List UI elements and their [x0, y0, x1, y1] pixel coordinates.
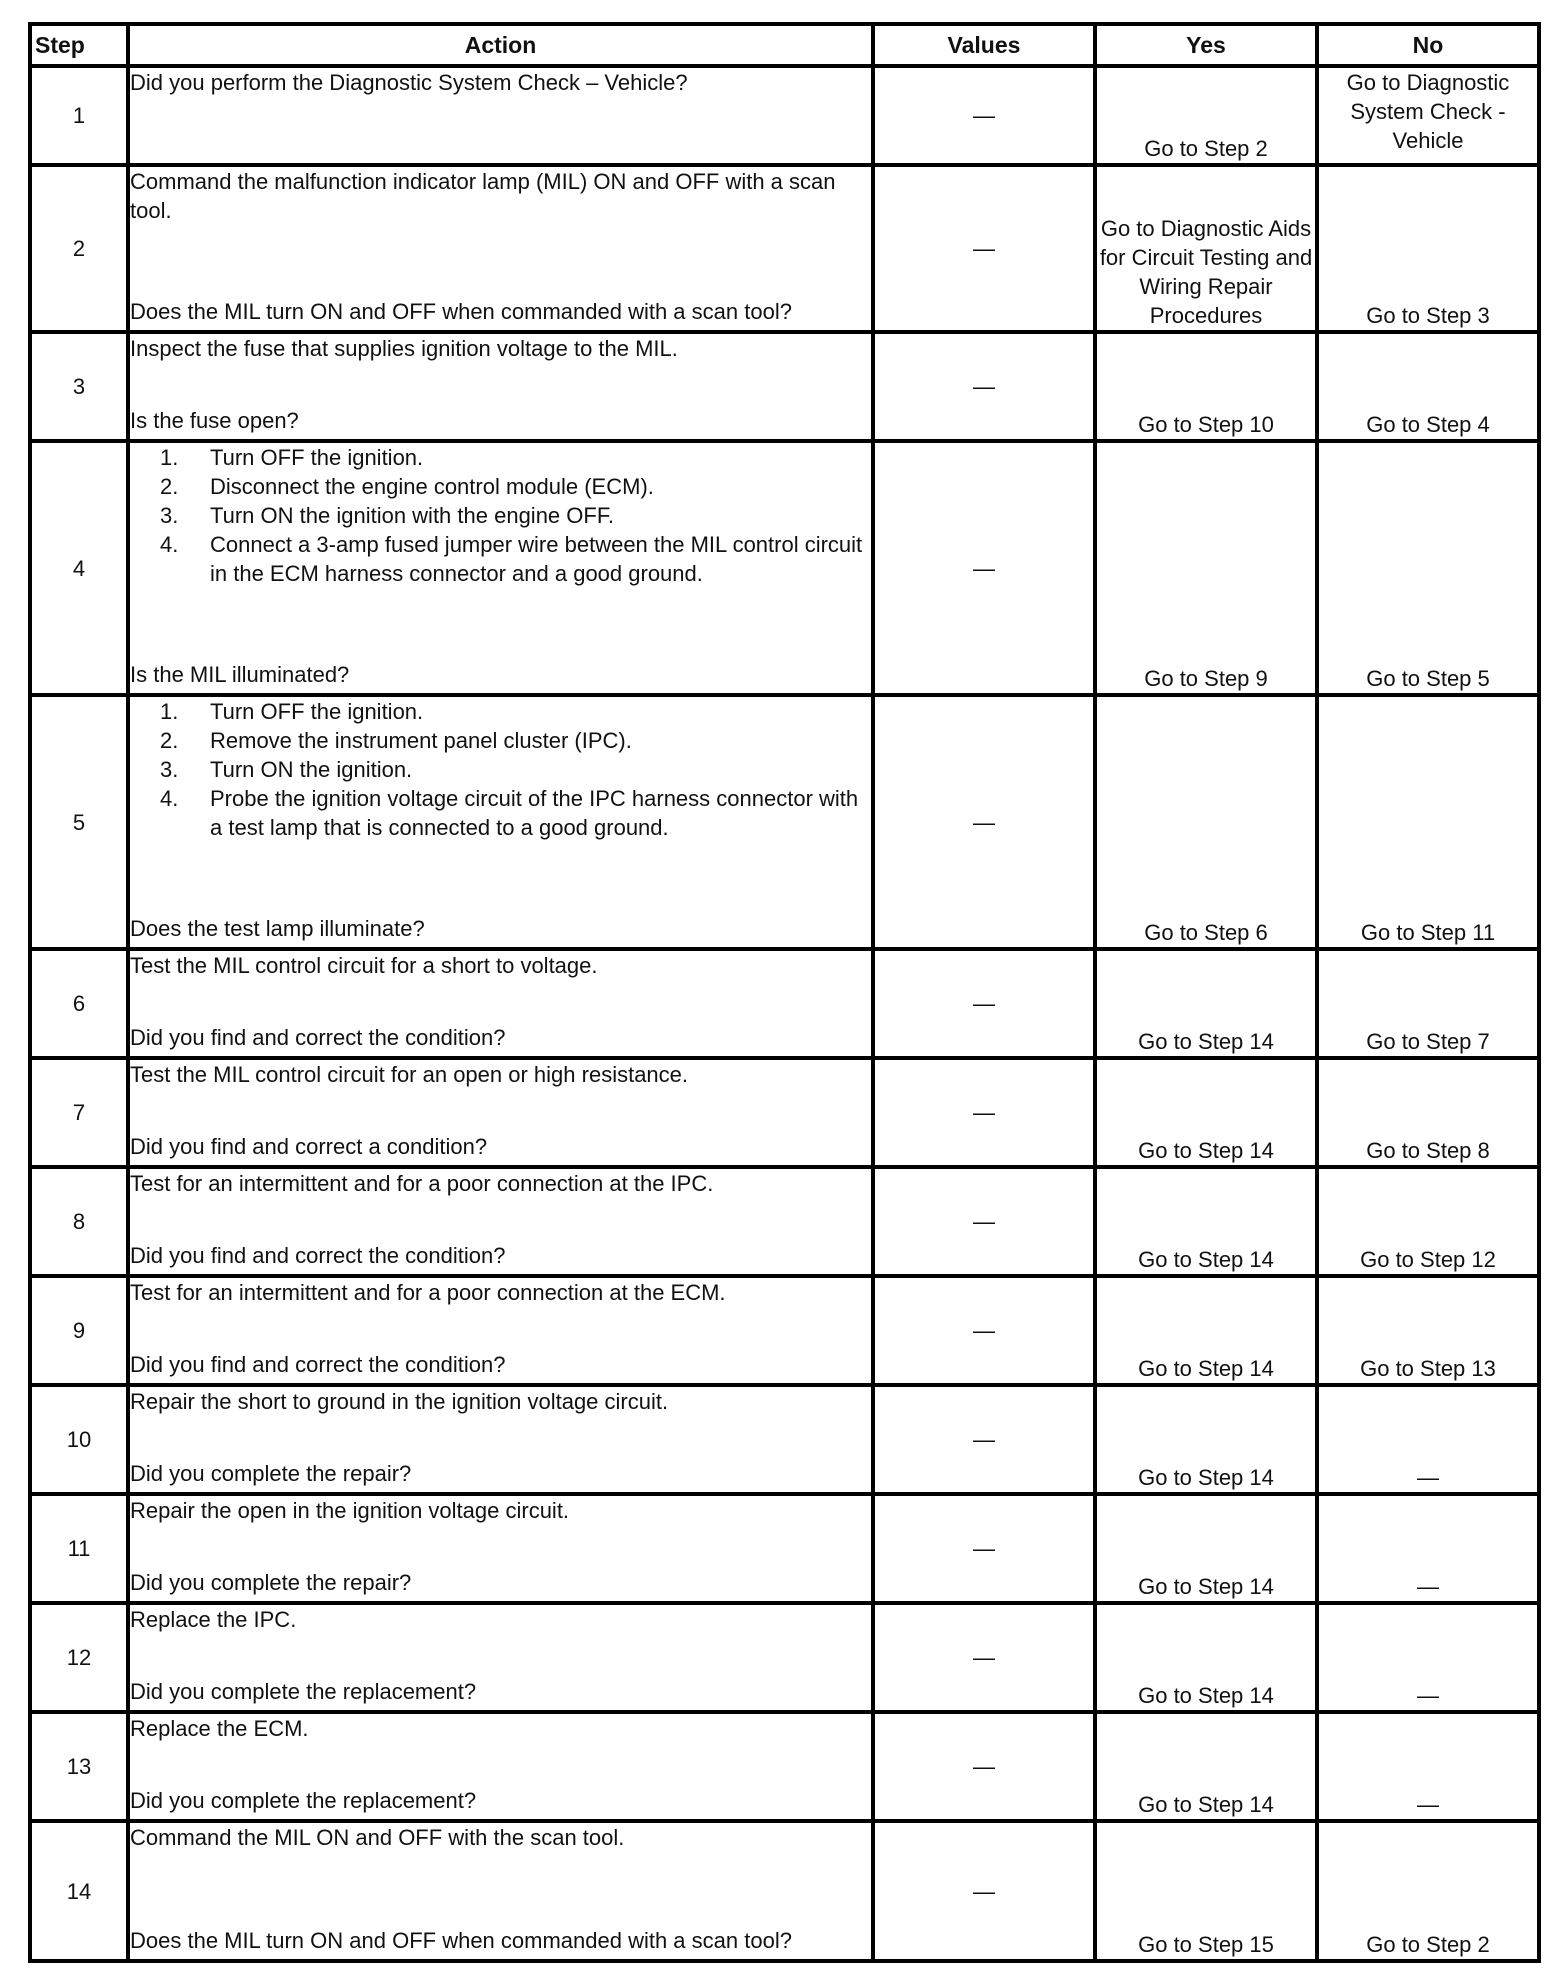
step-number: 8: [30, 1167, 128, 1276]
values-cell: —: [873, 695, 1095, 949]
step-number: 2: [30, 165, 128, 332]
procedure-item-number: 1.: [160, 699, 179, 724]
action-cell: [128, 1276, 873, 1385]
procedure-item-number: 1.: [160, 445, 179, 470]
values-cell: —: [873, 1712, 1095, 1821]
action-cell: [128, 1058, 873, 1167]
action-question: Did you find and correct the condition?: [130, 1243, 506, 1268]
step-number: 13: [30, 1712, 128, 1821]
table-row: [30, 1276, 1539, 1385]
action-cell: [128, 695, 873, 949]
procedure-item-number: 4.: [160, 532, 179, 557]
step-number: 12: [30, 1603, 128, 1712]
action-instruction: Command the MIL ON and OFF with the scan tool.: [130, 1825, 625, 1850]
values-cell: —: [873, 1058, 1095, 1167]
action-cell: [128, 1385, 873, 1494]
yes-cell: Go to Diagnostic Aids for Circuit Testing and Wiring Repair Procedures: [1095, 165, 1317, 332]
no-cell: Go to Step 3: [1317, 165, 1539, 332]
values-cell: —: [873, 165, 1095, 332]
action-question: Is the fuse open?: [130, 408, 299, 433]
header-no: No: [1317, 24, 1539, 66]
procedure-item: [160, 755, 871, 784]
step-number: 10: [30, 1385, 128, 1494]
table-row: [30, 1167, 1539, 1276]
table-row: [30, 949, 1539, 1058]
procedure-item-text: Turn OFF the ignition.: [210, 699, 424, 724]
action-instruction: Test for an intermittent and for a poor connection at the ECM.: [130, 1280, 726, 1305]
action-cell: [128, 1603, 873, 1712]
yes-cell: Go to Step 14: [1095, 1603, 1317, 1712]
no-cell: Go to Step 2: [1317, 1821, 1539, 1961]
no-cell: Go to Diagnostic System Check - Vehicle: [1317, 66, 1539, 165]
procedure-item-text: Turn ON the ignition.: [210, 757, 413, 782]
no-cell: Go to Step 7: [1317, 949, 1539, 1058]
action-cell: [128, 1167, 873, 1276]
action-question: Did you find and correct the condition?: [130, 1025, 506, 1050]
table-row: [30, 1821, 1539, 1961]
procedure-item-text: Connect a 3-amp fused jumper wire between the MIL control circuit in the ECM harness connector and a good ground.: [210, 532, 863, 586]
yes-cell: Go to Step 14: [1095, 1167, 1317, 1276]
action-instruction: Inspect the fuse that supplies ignition voltage to the MIL.: [130, 336, 678, 361]
table-row: [30, 332, 1539, 441]
procedure-item-number: 2.: [160, 474, 179, 499]
procedure-item-text: Turn OFF the ignition.: [210, 445, 424, 470]
yes-cell: Go to Step 10: [1095, 332, 1317, 441]
values-cell: —: [873, 66, 1095, 165]
action-instruction: Test the MIL control circuit for a short to voltage.: [130, 953, 598, 978]
values-cell: —: [873, 332, 1095, 441]
header-action: Action: [128, 24, 873, 66]
values-cell: —: [873, 441, 1095, 695]
procedure-item-number: 4.: [160, 786, 179, 811]
action-cell: [128, 1712, 873, 1821]
header-values: Values: [873, 24, 1095, 66]
procedure-item: [160, 697, 871, 726]
values-cell: —: [873, 1167, 1095, 1276]
table-row: [30, 66, 1539, 165]
table-header-row: [30, 24, 1539, 66]
procedure-item-text: Remove the instrument panel cluster (IPC).: [210, 728, 632, 753]
procedure-item-text: Disconnect the engine control module (ECM).: [210, 474, 654, 499]
step-number: 1: [30, 66, 128, 165]
procedure-item: [160, 443, 871, 472]
values-cell: —: [873, 1276, 1095, 1385]
yes-cell: Go to Step 14: [1095, 1385, 1317, 1494]
no-cell: Go to Step 12: [1317, 1167, 1539, 1276]
action-cell: [128, 441, 873, 695]
no-cell: Go to Step 8: [1317, 1058, 1539, 1167]
procedure-item-number: 3.: [160, 757, 179, 782]
no-cell: Go to Step 13: [1317, 1276, 1539, 1385]
step-number: 14: [30, 1821, 128, 1961]
no-cell: Go to Step 11: [1317, 695, 1539, 949]
action-question: Is the MIL illuminated?: [130, 662, 350, 687]
action-question: Does the MIL turn ON and OFF when commanded with a scan tool?: [130, 299, 792, 324]
step-number: 5: [30, 695, 128, 949]
yes-cell: Go to Step 2: [1095, 66, 1317, 165]
action-question: Does the test lamp illuminate?: [130, 916, 425, 941]
values-cell: —: [873, 1821, 1095, 1961]
action-instruction: Command the malfunction indicator lamp (MIL) ON and OFF with a scan tool.: [130, 169, 836, 223]
action-instruction: Test for an intermittent and for a poor connection at the IPC.: [130, 1171, 714, 1196]
step-number: 4: [30, 441, 128, 695]
header-yes: Yes: [1095, 24, 1317, 66]
action-instruction: Did you perform the Diagnostic System Check – Vehicle?: [130, 70, 688, 95]
values-cell: —: [873, 1385, 1095, 1494]
table-row: [30, 1058, 1539, 1167]
no-cell: —: [1317, 1385, 1539, 1494]
no-cell: —: [1317, 1494, 1539, 1603]
yes-cell: Go to Step 9: [1095, 441, 1317, 695]
action-instruction: Test the MIL control circuit for an open or high resistance.: [130, 1062, 689, 1087]
action-question: Did you find and correct the condition?: [130, 1352, 506, 1377]
table-row: [30, 1385, 1539, 1494]
yes-cell: Go to Step 15: [1095, 1821, 1317, 1961]
table-row: [30, 1494, 1539, 1603]
action-instruction: Replace the ECM.: [130, 1716, 309, 1741]
action-cell: [128, 332, 873, 441]
table-row: [30, 441, 1539, 695]
action-procedure-list: [130, 443, 871, 588]
step-number: 7: [30, 1058, 128, 1167]
no-cell: Go to Step 5: [1317, 441, 1539, 695]
values-cell: —: [873, 1494, 1095, 1603]
procedure-item: [160, 501, 871, 530]
action-instruction: Repair the open in the ignition voltage circuit.: [130, 1498, 570, 1523]
table-row: [30, 165, 1539, 332]
action-question: Did you complete the repair?: [130, 1570, 412, 1595]
step-number: 11: [30, 1494, 128, 1603]
action-cell: [128, 1821, 873, 1961]
action-cell: [128, 1494, 873, 1603]
yes-cell: Go to Step 14: [1095, 949, 1317, 1058]
procedure-item-text: Turn ON the ignition with the engine OFF.: [210, 503, 614, 528]
action-question: Did you complete the replacement?: [130, 1788, 477, 1813]
action-cell: [128, 949, 873, 1058]
table-row: [30, 1712, 1539, 1821]
action-question: Did you complete the replacement?: [130, 1679, 477, 1704]
no-cell: —: [1317, 1603, 1539, 1712]
table-row: [30, 695, 1539, 949]
action-instruction: Repair the short to ground in the ignition voltage circuit.: [130, 1389, 669, 1414]
procedure-item: [160, 726, 871, 755]
yes-cell: Go to Step 14: [1095, 1058, 1317, 1167]
values-cell: —: [873, 949, 1095, 1058]
yes-cell: Go to Step 14: [1095, 1276, 1317, 1385]
step-number: 6: [30, 949, 128, 1058]
action-question: Did you find and correct a condition?: [130, 1134, 488, 1159]
header-step: Step: [30, 24, 128, 66]
values-cell: —: [873, 1603, 1095, 1712]
procedure-item-text: Probe the ignition voltage circuit of the IPC harness connector with a test lamp that is connected to a good ground.: [210, 786, 859, 840]
procedure-item: [160, 530, 871, 588]
action-question: Does the MIL turn ON and OFF when commanded with a scan tool?: [130, 1928, 792, 1953]
procedure-item: [160, 472, 871, 501]
step-number: 9: [30, 1276, 128, 1385]
action-question: Did you complete the repair?: [130, 1461, 412, 1486]
table-row: [30, 1603, 1539, 1712]
procedure-item-number: 2.: [160, 728, 179, 753]
yes-cell: Go to Step 6: [1095, 695, 1317, 949]
action-procedure-list: [130, 697, 871, 842]
yes-cell: Go to Step 14: [1095, 1712, 1317, 1821]
action-instruction: Replace the IPC.: [130, 1607, 297, 1632]
no-cell: —: [1317, 1712, 1539, 1821]
action-cell: [128, 165, 873, 332]
procedure-item-number: 3.: [160, 503, 179, 528]
action-cell: [128, 66, 873, 165]
no-cell: Go to Step 4: [1317, 332, 1539, 441]
yes-cell: Go to Step 14: [1095, 1494, 1317, 1603]
diagnostic-table: [28, 22, 1541, 1963]
step-number: 3: [30, 332, 128, 441]
procedure-item: [160, 784, 871, 842]
